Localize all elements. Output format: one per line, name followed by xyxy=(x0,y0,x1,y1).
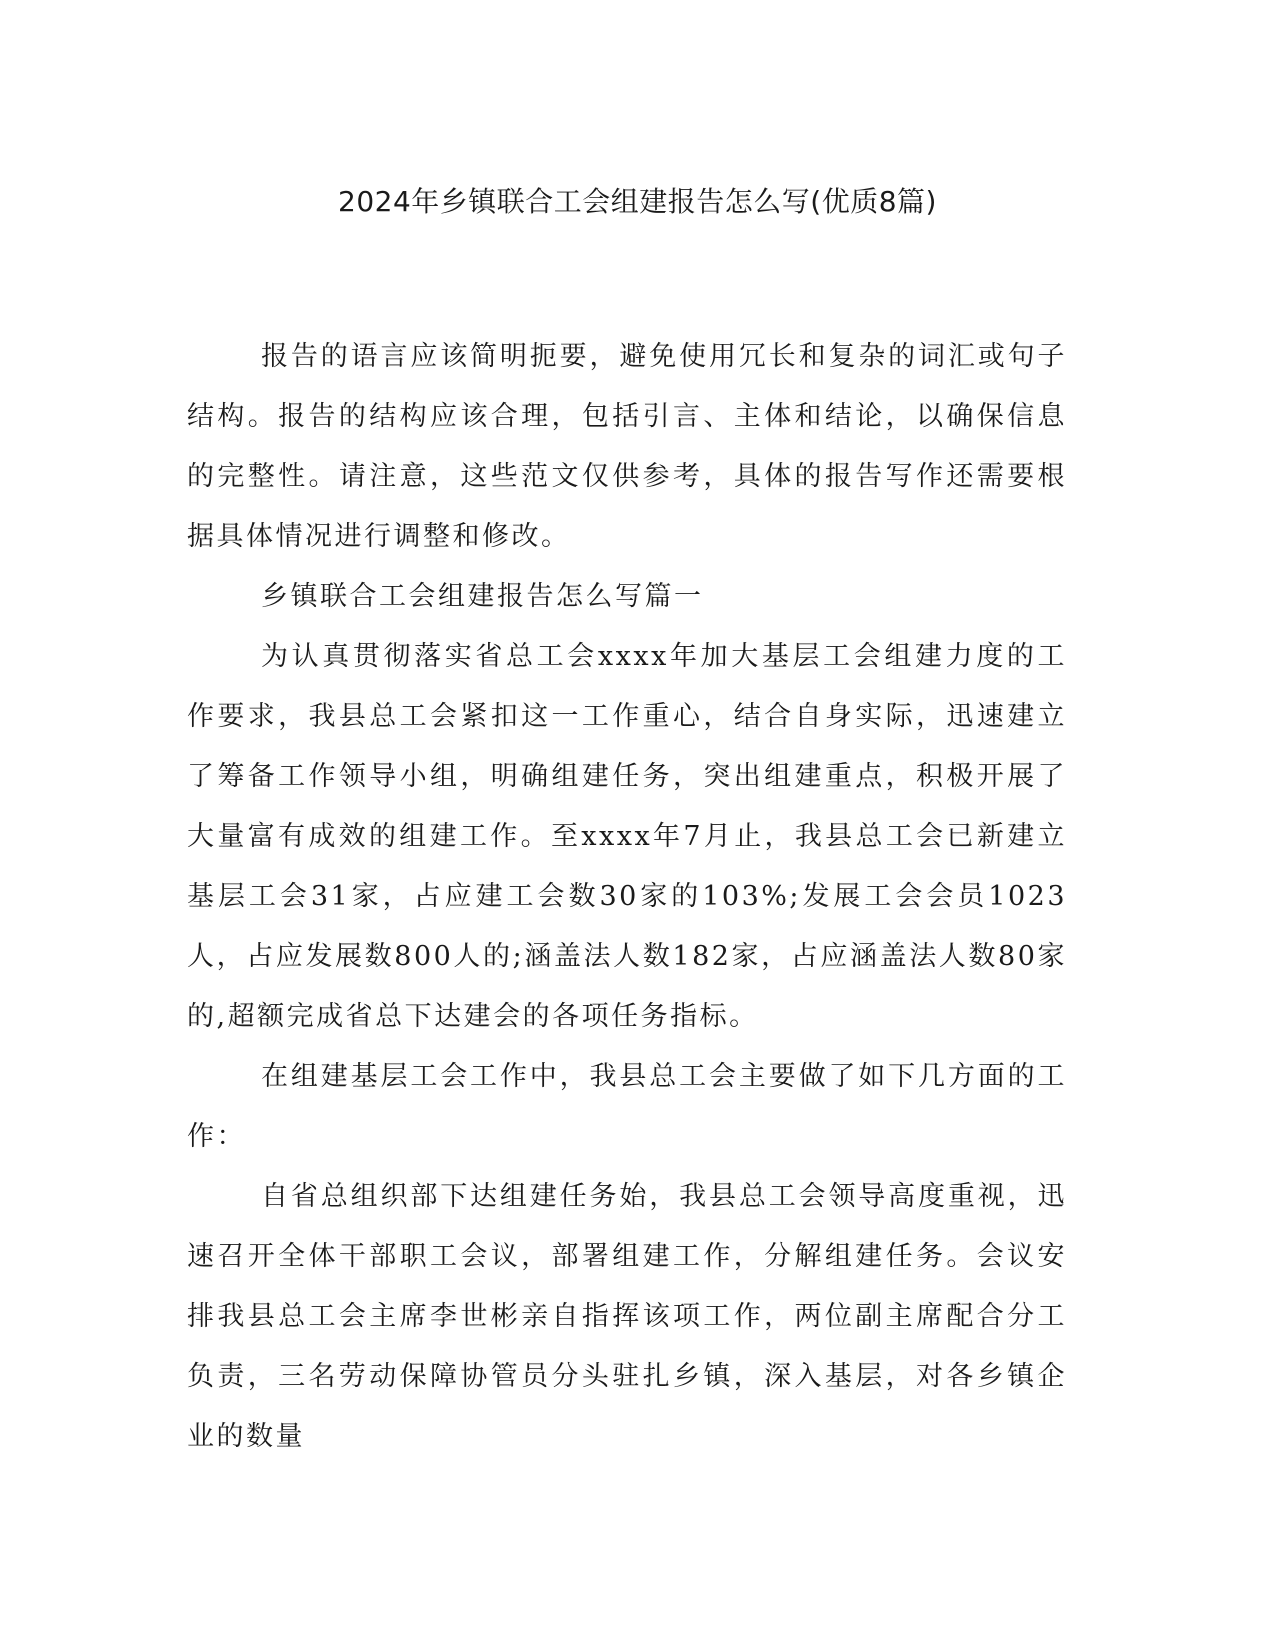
body-paragraph: 自省总组织部下达组建任务始，我县总工会领导高度重视，迅速召开全体干部职工会议，部署组建工作，分解组建任务。会议安排我县总工会主席李世彬亲自指挥该项工作，两位副主席配合分工负责，三名劳动保障协管员分头驻扎乡镇，深入基层，对各乡镇企业的数量 xyxy=(187,1181,1067,1452)
document-body xyxy=(187,327,1067,1467)
section-heading: 乡镇联合工会组建报告怎么写篇一 xyxy=(261,581,704,612)
body-paragraph: 在组建基层工会工作中，我县总工会主要做了如下几方面的工作： xyxy=(187,1061,1067,1152)
body-paragraph: 为认真贯彻落实省总工会xxxx年加大基层工会组建力度的工作要求，我县总工会紧扣这一工作重心，结合自身实际，迅速建立了筹备工作领导小组，明确组建任务，突出组建重点，积极开展了大量富有成效的组建工作。至xxxx年7月止，我县总工会已新建立基层工会31家，占应建工会数30家的103%;发展工会会员1023人，占应发展数800人的;涵盖法人数182家，占应涵盖法人数80家的,超额完成省总下达建会的各项任务指标。 xyxy=(187,641,1067,1032)
intro-paragraph: 报告的语言应该简明扼要，避免使用冗长和复杂的词汇或句子结构。报告的结构应该合理，包括引言、主体和结论，以确保信息的完整性。请注意，这些范文仅供参考，具体的报告写作还需要根据具体情况进行调整和修改。 xyxy=(187,341,1067,552)
document-title: 2024年乡镇联合工会组建报告怎么写(优质8篇) xyxy=(338,185,937,218)
